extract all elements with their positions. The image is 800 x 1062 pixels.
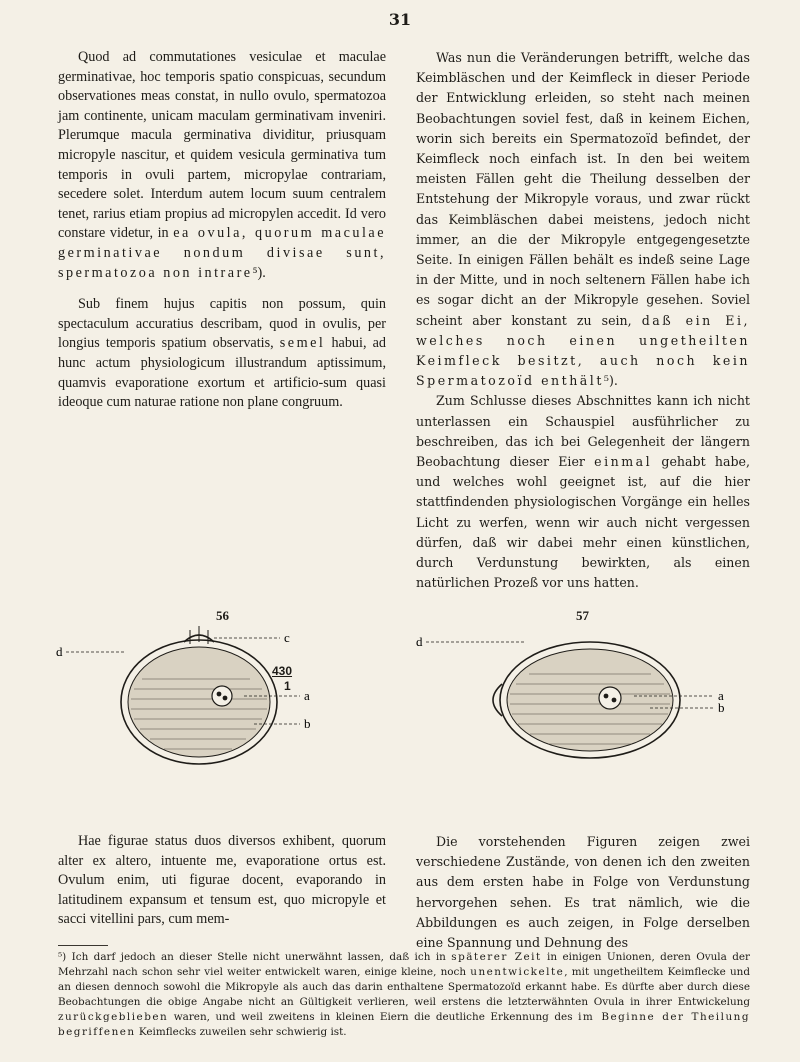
latin-paragraph-1: Quod ad commutationes vesiculae et maculae germinativae, hoc temporis spatio conspicuas, secundum observationes meas constat, in nullo ovulo, spermatozoa jam continente, unicam maculam germinativam inveniri. Plerumque macula germinativa dividitur, priusquam micropyle nascitur, et quidem vesicula germinativa tum temporis in ovuli partem, micropylae contrariam, secedere solet. Interdum autem locum suum centralem tenet, rarius etiam propius ad micropylen accedit. Id vero constare videtur, in ea ovula, quorum maculae germinativae nondum divisae sunt, spermatozoa non intrare⁵). <box>58 49 386 281</box>
german-paragraph-1: Was nun die Veränderungen betrifft, welche das Keimbläschen und der Keimfleck in dieser Periode der Entwicklung erleiden, so steht nach meinen Beobachtungen soviel fest, daß in keinem Eichen, worin sich bereits ein Spermatozoïd befindet, der Keimfleck noch einfach ist. In den bei weitem meisten Fällen geht die Theilung desselben der Entstehung der Mikropyle voraus, und zwar rückt das Keimbläschen dabei meistens, jedoch nicht immer, an die der Mikropyle entgegengesetzte Seite. In einigen Fällen behält es indeß seine Lage in der Mitte, und in noch seltenern Fällen habe ich es sogar dicht an der Mikropyle gesehen. Soviel scheint aber konstant zu sein, daß ein Ei, welches noch einen ungetheilten Keimfleck besitzt, auch noch kein Spermatozoïd enthält⁵). <box>416 50 750 389</box>
german-text-top <box>416 48 750 593</box>
footnote-divider <box>58 945 108 946</box>
figure-57-germinal-spot <box>612 698 617 703</box>
latin-paragraph-2: Sub finem hujus capitis non possum, quin spectaculum accuratius describam, quod in ovulis, per longius temporis spatium observatis, semel habui, ad hunc actum physiologicum illustrandum aptissimum, quamvis evaporatione exortum et artificio-sum quasi ideoque cum naturae ratione non plane congruum. <box>58 296 386 411</box>
footnote-marker: ⁵) <box>58 951 72 963</box>
german-emphasis: daß ein Ei, welches noch einen ungetheilten Keimfleck besitzt, auch noch kein Spermatozoïd enthält <box>416 312 750 389</box>
figure-57-label-b: b <box>718 700 725 715</box>
figure-56-yolk <box>128 647 270 757</box>
latin-text-bottom: Hae figurae status duos diversos exhibent, quorum alter ex altero, intuente me, evaporatione ortus est. Ovulum enim, uti figurae docent, evaporando in latitudinem expansum et tensum est, quo micropyle et sacci vitellini pars, cum mem- <box>58 833 386 928</box>
figure-56-ovum-drawing <box>54 624 394 774</box>
latin-emphasis: ea ovula, quorum maculae germinativae nondum divisae sunt, spermatozoa non intrare <box>58 225 386 281</box>
figure-56-label-d: d <box>56 644 63 659</box>
figure-56-germinal-spot <box>217 692 222 697</box>
figure-56-label-c: c <box>284 630 290 645</box>
figure-57-number: 57 <box>576 608 589 623</box>
figure-57-germinal-spot <box>604 694 609 699</box>
figure-57-label-d: d <box>416 634 423 649</box>
latin-emphasis: semel <box>279 335 326 352</box>
german-text-bottom: Die vorstehenden Figuren zeigen zwei verschiedene Zustände, von denen ich den zweiten aus dem ersten habe in Folge von Verdunstung hervorgehen sehen. Es trat nämlich, wie die Abbildungen es auch zeigen, in Folge derselben eine Spannung und Dehnung des <box>416 834 750 951</box>
german-paragraph-2: Zum Schlusse dieses Abschnittes kann ich nicht unterlassen ein Schauspiel ausführlicher zu beschreiben, das ich bei Gelegenheit der längern Beobachtung dieser Eier einmal gehabt habe, und welches wohl geeignet ist, auf die hier stattfindenden physiologischen Vorgänge ein helles Licht zu werfen, wenn wir auch nicht vergessen dürfen, daß wir dabei mehr einen künstlichen, durch Verdunstung bewirkten, als einen natürlichen Prozeß vor uns hatten. <box>416 393 750 591</box>
figure-57-yolk <box>507 649 673 751</box>
figure-56-germinal-vesicle <box>212 686 232 706</box>
page-number: 31 <box>388 10 412 29</box>
figure-56-label-b: b <box>304 716 311 731</box>
footnote: ⁵) Ich darf jedoch an dieser Stelle nicht unerwähnt lassen, daß ich in späterer Zeit in einigen Unionen, deren Ovula der Mehrzahl nach schon sehr viel weiter entwickelt waren, einige kleine, noch unentwickelte, mit ungetheiltem Keimflecke und an diesen dennoch sowohl die Mikropyle als auch das darin enthaltene Spermatozoïd erkannt habe. Es dürfte aber durch diese Beobachtungen die obige Angabe nicht an Gültigkeit verlieren, weil erstens die letzterwähnten Ovula in ihrer Entwickelung zurückgeblieben waren, und weil zweitens in kleinen Eiern die deutliche Erkennung des im Beginne der Theilung begriffenen Keimflecks zuweilen sehr schwierig ist. <box>58 951 750 1038</box>
figure-57-label-a: a <box>718 688 724 703</box>
figure-57-germinal-vesicle <box>599 687 621 709</box>
scale-denominator: 1 <box>284 679 291 693</box>
figure-56-germinal-spot <box>223 696 228 701</box>
footnote-ref: ⁵). <box>252 264 266 281</box>
german-emphasis: einmal <box>594 454 653 470</box>
figure-56-number: 56 <box>216 608 229 623</box>
figure-56-label-a: a <box>304 688 310 703</box>
scale-numerator: 430 <box>272 664 293 678</box>
footnote-ref: ⁵). <box>603 373 618 389</box>
figure-57-ovum-drawing <box>414 624 754 774</box>
latin-text-top <box>58 48 386 413</box>
